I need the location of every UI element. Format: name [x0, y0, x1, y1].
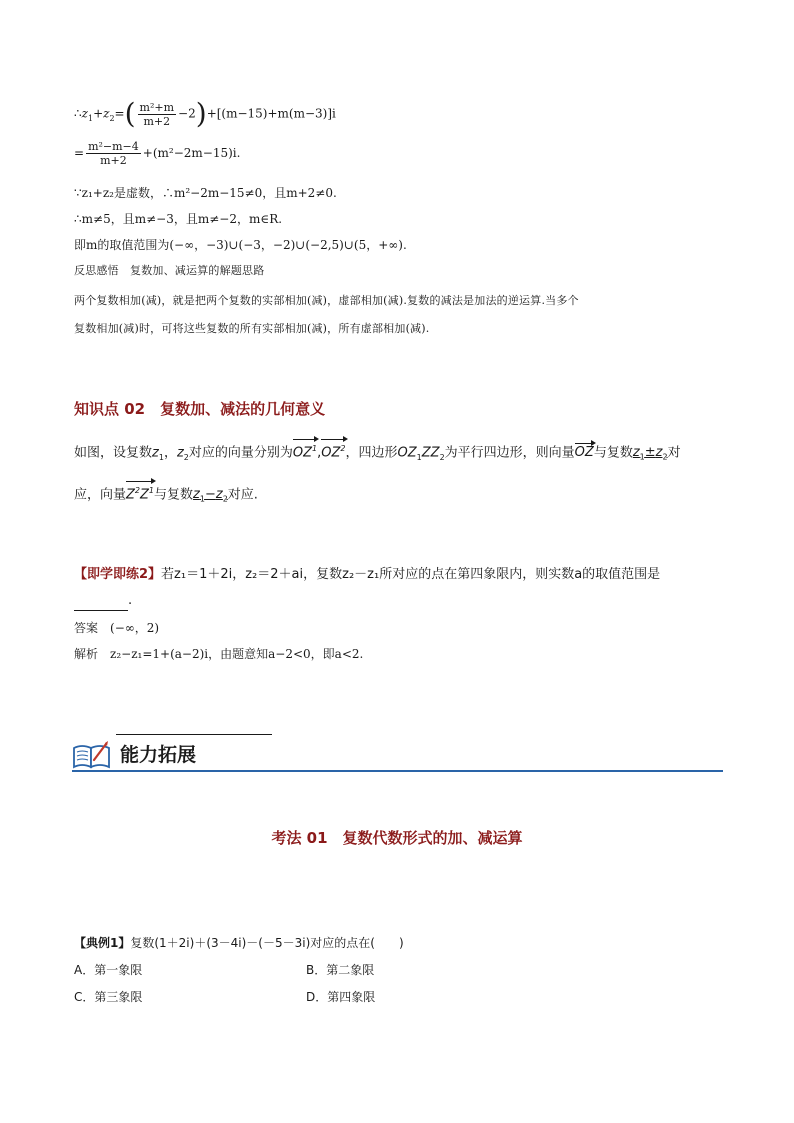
kp-text-f: 对: [667, 445, 681, 461]
section-top-rule: [116, 734, 272, 735]
option-c[interactable]: C．第三象限: [74, 990, 143, 1004]
kp-text-h: 与复数: [154, 487, 194, 503]
difference-expression: $z_1-z_2$: [193, 487, 228, 504]
option-d[interactable]: D．第四象限: [306, 990, 376, 1004]
practice-blank-line: [74, 591, 132, 611]
vector-oz2: $OZ^2$: [321, 439, 345, 463]
method-title: 考法 01 复数代数形式的加、减运算: [271, 829, 523, 847]
kp-text-b: 对应的向量分别为: [188, 445, 293, 461]
kp-text-c: ，四边形: [345, 445, 398, 461]
derivation-line-5: 即m的取值范围为(−∞，−3)∪(−3，−2)∪(−2,5)∪(5，+∞).: [74, 238, 407, 252]
fraction-2: [86, 140, 141, 167]
analysis-value: z₂−z₁=1+(a−2)i，由题意知a−2<0，即a<2.: [110, 647, 364, 661]
option-a[interactable]: A．第一象限: [74, 963, 143, 977]
answer-value: (−∞，2): [110, 621, 160, 635]
option-b[interactable]: B．第二象限: [306, 963, 375, 977]
example-tag: 【典例1】: [74, 936, 131, 950]
imaginary-part-2: +(m²−2m−15)i.: [142, 146, 241, 160]
equals-sign: =: [74, 146, 85, 160]
fraction-1-numerator: m²+m: [139, 100, 175, 114]
fraction-1-denominator: m+2: [143, 114, 171, 128]
section-header: [72, 732, 723, 772]
imaginary-part-1: +[(m−15)+m(m−3)]i: [206, 106, 336, 121]
equals-sign: =: [114, 106, 125, 121]
derivation-line-1: $\therefore z_1+z_2=$( $\frac{\text{m²+m}}{m+2}$ −2)+[(m−15)+m(m−3)]i: [74, 97, 336, 130]
derivation-line-2: [74, 140, 240, 167]
fraction-1: [138, 101, 177, 128]
vector-z2z1: $Z^2Z^1$: [126, 481, 154, 505]
practice-period: .: [128, 593, 133, 608]
reflection-text-1: 两个复数相加(减)，就是把两个复数的实部相加(减)，虚部相加(减).复数的减法是加法的逆运算.当多个: [74, 294, 579, 307]
plus-sign: +: [93, 106, 104, 121]
fraction-2-denominator: m+2: [100, 154, 127, 167]
right-paren: ): [195, 97, 207, 130]
answer-label: 答案: [74, 621, 99, 635]
section-title: 能力拓展: [120, 744, 197, 766]
example-question-text: 复数(1＋2i)＋(3－4i)－(－5－3i)对应的点在( ): [130, 936, 404, 950]
derivation-line-4: ∴m≠5，且m≠−3，且m≠−2，m∈R.: [74, 212, 283, 226]
answer-blank[interactable]: [74, 596, 128, 611]
derivation-line-3: ∵z₁+z₂是虚数，∴m²−2m−15≠0，且m+2≠0.: [74, 186, 337, 200]
kp-text-a: 如图，设复数: [74, 445, 153, 461]
reflection-text-2: 复数相加(减)时，可将这些复数的所有实部相加(减)，所有虚部相加(减).: [74, 322, 430, 335]
analysis-line: [74, 646, 363, 662]
minus-two: −2: [178, 106, 196, 121]
kp-text-g: 应，向量: [74, 487, 127, 503]
reflection-heading: 反思感悟 复数加、减运算的解题思路: [74, 264, 265, 277]
vector-oz1: $OZ^1$: [293, 439, 317, 463]
kp-text-e: 与复数: [593, 445, 633, 461]
book-pen-icon: [72, 738, 112, 770]
answer-line: [74, 620, 159, 636]
practice-question-text: 若z₁＝1＋2i，z₂＝2＋ai，复数z₂－z₁所对应的点在第四象限内，则实数a的取值范围是: [161, 567, 661, 582]
kp-text-i: 对应.: [227, 487, 258, 503]
analysis-label: 解析: [74, 647, 99, 661]
example-question: [74, 935, 404, 951]
practice-tag: 【即学即练2】: [74, 567, 162, 582]
left-paren: (: [124, 97, 136, 130]
practice-question: [74, 565, 660, 585]
knowledge-paragraph-line-1: 如图，设复数$z_1$，$z_2$对应的向量分别为$OZ^1,OZ^2$，四边形$OZ_1ZZ_2$为平行四边形，则向量OZ与复数$z_1\pm z_2$对: [74, 439, 681, 468]
vector-oz: OZ: [575, 443, 594, 463]
kp-text-d: 为平行四边形，则向量: [444, 445, 575, 461]
section-underline: [72, 770, 723, 772]
sum-expression: $z_1\pm z_2$: [632, 445, 668, 462]
therefore-symbol: ∴: [74, 106, 82, 121]
fraction-2-numerator: m²−m−4: [88, 140, 139, 153]
knowledge-point-title: 知识点 02 复数加、减法的几何意义: [74, 400, 326, 418]
knowledge-paragraph-line-2: [74, 481, 258, 510]
